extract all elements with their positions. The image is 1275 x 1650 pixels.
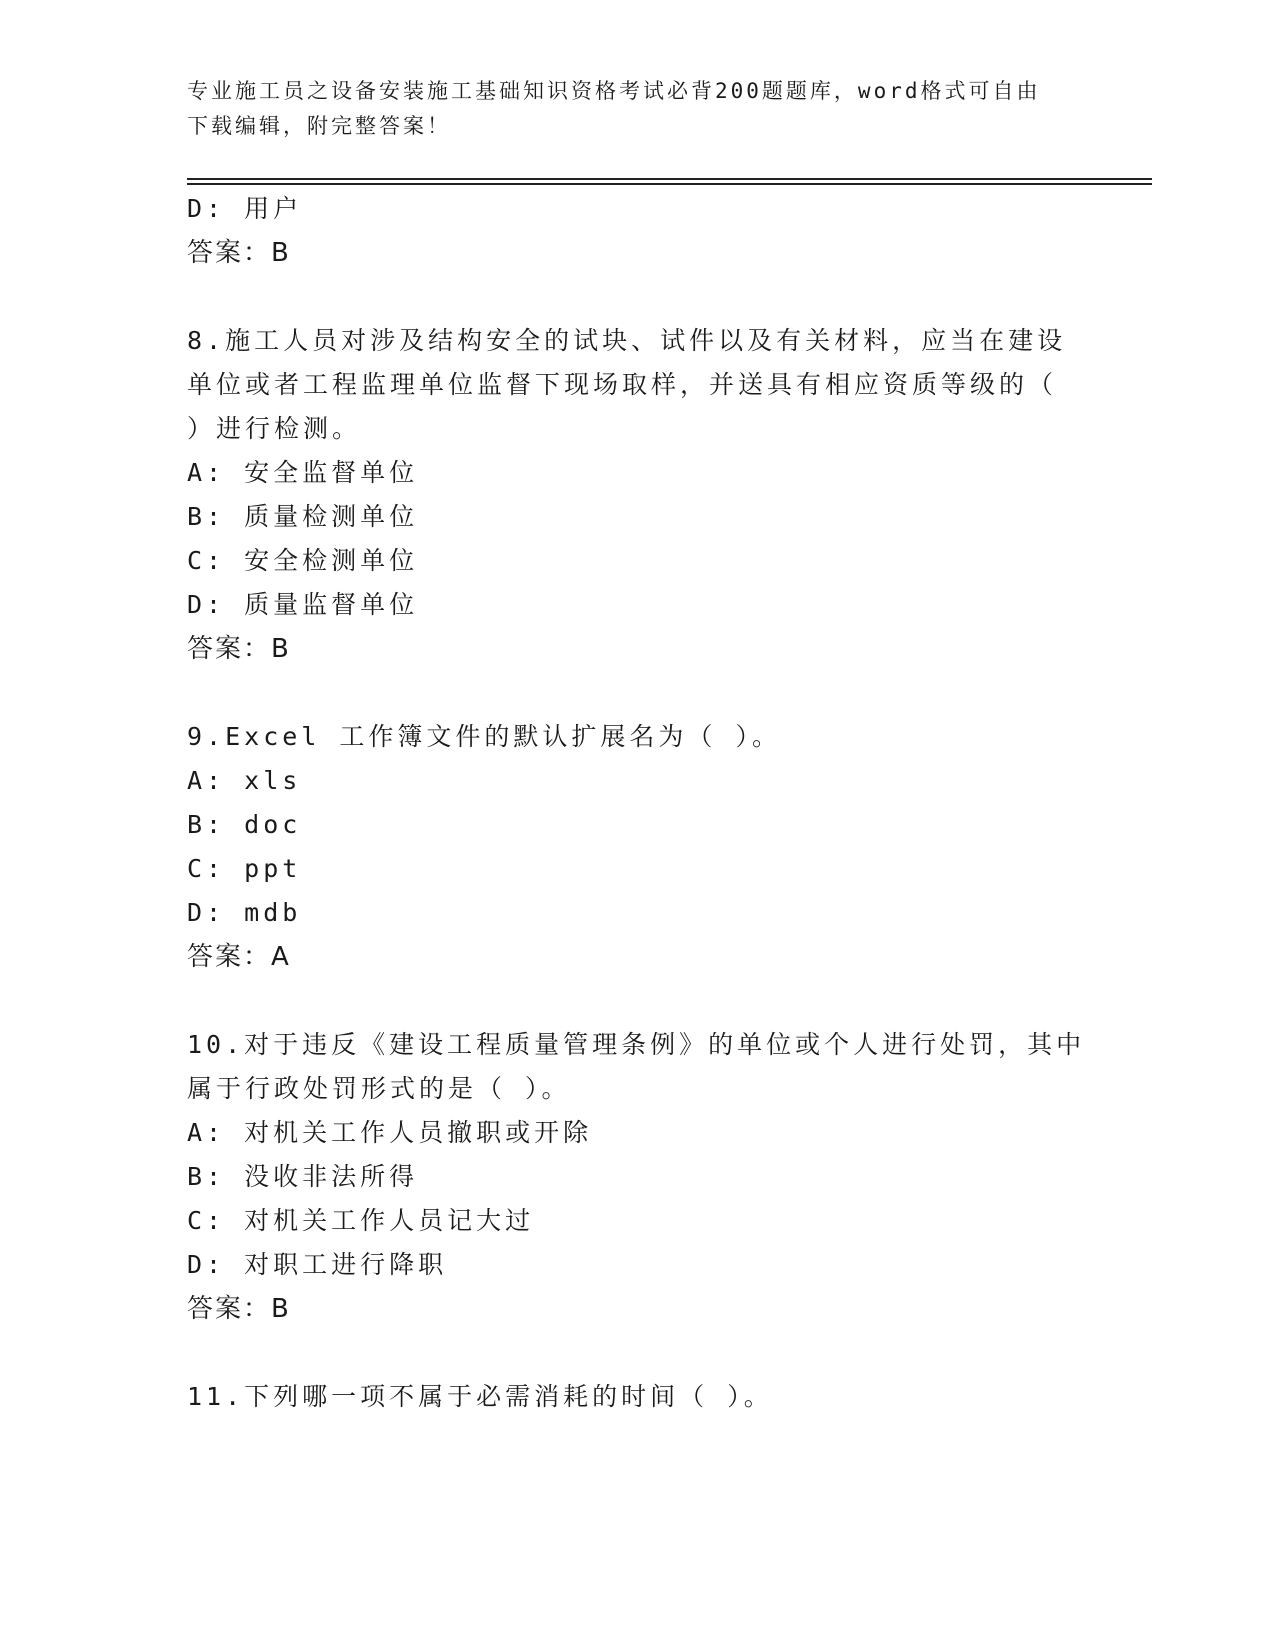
q8-option-c: C: 安全检测单位 — [187, 546, 419, 575]
q10-option-d: D: 对职工进行降职 — [187, 1250, 448, 1279]
q8-option-b: B: 质量检测单位 — [187, 502, 419, 531]
q8-answer: 答案：B — [187, 634, 291, 664]
q9-option-a: A: xls — [187, 766, 302, 795]
q7-option-d: D: 用户 — [187, 194, 303, 223]
q8-option-a: A: 安全监督单位 — [187, 458, 419, 487]
header-divider-bottom — [187, 183, 1152, 185]
q10-option-b: B: 没收非法所得 — [187, 1162, 419, 1191]
q8-stem-line-3: ）进行检测。 — [187, 414, 362, 443]
q10-option-c: C: 对机关工作人员记大过 — [187, 1206, 535, 1235]
q8-option-d: D: 质量监督单位 — [187, 590, 419, 619]
q9-stem-line-1: 9.Excel 工作簿文件的默认扩展名为（ ）。 — [187, 722, 781, 751]
q10-answer: 答案：B — [187, 1294, 291, 1324]
q9-option-c: C: ppt — [187, 854, 302, 883]
q10-option-a: A: 对机关工作人员撤职或开除 — [187, 1118, 593, 1147]
q10-stem-line-1: 10.对于违反《建设工程质量管理条例》的单位或个人进行处罚，其中 — [187, 1030, 1086, 1059]
q7-answer: 答案：B — [187, 238, 291, 268]
page-header — [187, 74, 1067, 144]
header-line-2: 下载编辑，附完整答案！ — [187, 114, 451, 138]
q10-stem-line-2: 属于行政处罚形式的是（ ）。 — [187, 1074, 571, 1103]
q8-stem-line-1: 8.施工人员对涉及结构安全的试块、试件以及有关材料，应当在建设 — [187, 326, 1067, 355]
q11-stem-line-1: 11.下列哪一项不属于必需消耗的时间（ ）。 — [187, 1382, 773, 1411]
header-line-1: 专业施工员之设备安装施工基础知识资格考试必背200题题库，word格式可自由 — [187, 79, 1041, 103]
q9-answer: 答案：A — [187, 942, 291, 972]
q8-stem-line-2: 单位或者工程监理单位监督下现场取样，并送具有相应资质等级的（ — [187, 370, 1058, 399]
q9-option-d: D: mdb — [187, 898, 302, 927]
header-divider-top — [187, 178, 1152, 180]
q9-option-b: B: doc — [187, 810, 302, 839]
